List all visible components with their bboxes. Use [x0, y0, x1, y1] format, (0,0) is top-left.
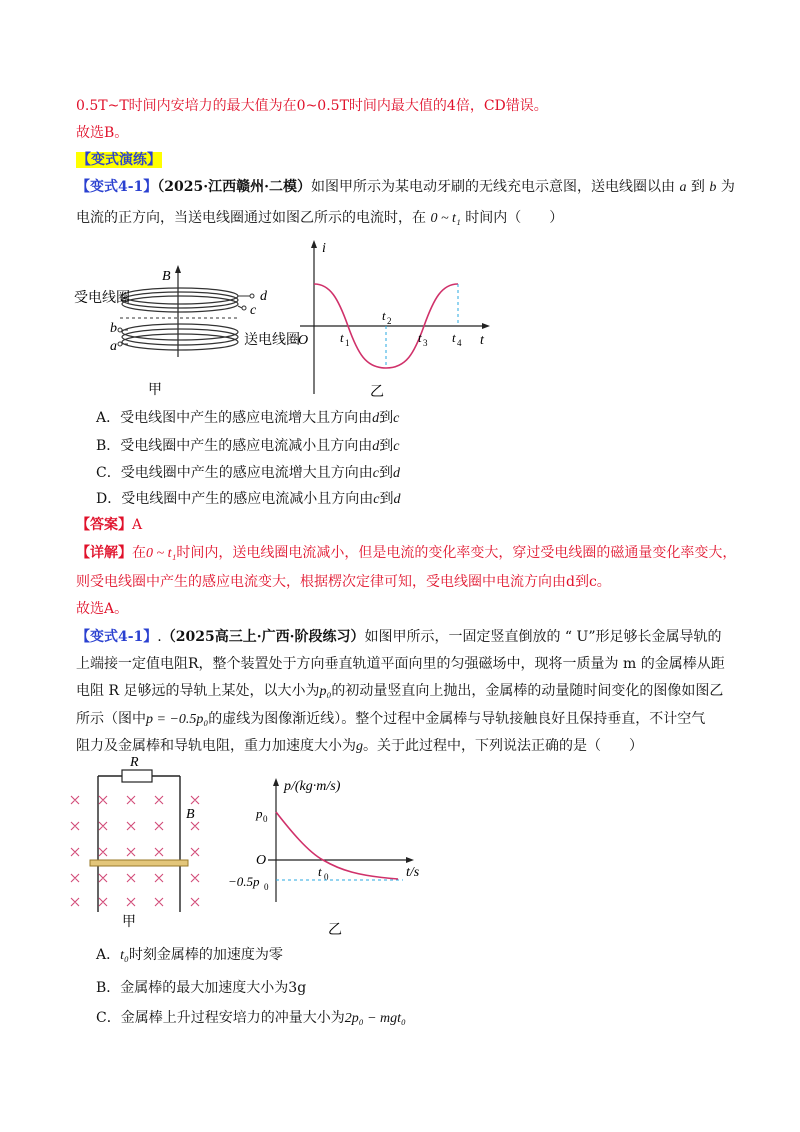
figure-caption-jia: 甲: [148, 383, 162, 398]
q1-option-c[interactable]: C．受电线圈中产生的感应电流增大且方向由c到d: [96, 465, 400, 481]
q2-source: （2025高三上·广西·阶段练习）: [161, 629, 365, 645]
svg-text:0: 0: [264, 882, 269, 892]
svg-text:O: O: [256, 853, 267, 868]
svg-text:t: t: [480, 333, 484, 348]
q2-figure-rails: [60, 756, 240, 936]
q1-source: （2025·江西赣州·二模）: [157, 179, 312, 195]
q1-tag: 【变式4-1】: [76, 179, 158, 195]
svg-text:t: t: [318, 864, 322, 879]
q2-tag: 【变式4-1】: [76, 629, 158, 645]
svg-text:1: 1: [345, 338, 350, 348]
q2-option-c[interactable]: C．金属棒上升过程安培力的冲量大小为2p₀ − mgt₀: [96, 1010, 406, 1026]
q1-choose: 故选A。: [76, 601, 129, 617]
q2-option-b[interactable]: B．金属棒的最大加速度大小为3g: [96, 980, 307, 996]
svg-text:B: B: [186, 807, 195, 822]
svg-text:3: 3: [423, 338, 428, 348]
q1-figure-current-graph: [290, 236, 500, 402]
q1-explain-line-1: 【详解】在0 ~ t₁时间内，送电线圈电流减小，但是电流的变化率变大，穿过受电线圈的磁通量变化率变大，: [76, 545, 737, 561]
coil-label-B: B: [162, 269, 171, 284]
q1-option-b[interactable]: B．受电线圈中产生的感应电流减小且方向由d到c: [96, 438, 400, 454]
svg-text:t: t: [382, 308, 386, 323]
prev-line-1: 0.5T~T时间内安培力的最大值为在0~0.5T时间内最大值的4倍，CD错误。: [76, 98, 548, 114]
q2-stem-line-5: 阻力及金属棒和导轨电阻，重力加速度大小为g。关于此过程中，下列说法正确的是（ ）: [76, 738, 643, 754]
svg-text:p: p: [256, 806, 263, 821]
svg-text:0: 0: [263, 814, 268, 824]
receive-coil-label: 受电线圈: [74, 291, 130, 306]
svg-text:a: a: [110, 339, 117, 354]
q2-stem-line-2: 上端接一定值电阻R，整个装置处于方向垂直轨道平面向里的匀强磁场中，现将一质量为 m 的金属棒从距: [76, 656, 725, 672]
q2-option-a[interactable]: A．t₀时刻金属棒的加速度为零: [96, 947, 283, 963]
svg-text:c: c: [250, 303, 257, 318]
figure-caption-yi-2: 乙: [328, 923, 342, 938]
metal-rod: [90, 860, 188, 866]
prev-line-2: 故选B。: [76, 125, 129, 141]
svg-text:O: O: [298, 333, 309, 348]
figure-caption-jia-2: 甲: [122, 915, 136, 930]
svg-text:i: i: [322, 241, 326, 256]
svg-text:d: d: [260, 289, 267, 304]
q1-stem-line-1: 【变式4-1】（2025·江西赣州·二模）如图甲所示为某电动牙刷的无线充电示意图，送电线圈以由 a 到 b 为: [76, 179, 735, 195]
q1-option-d[interactable]: D．受电线圈中产生的感应电流减小且方向由c到d: [96, 491, 401, 507]
q1-stem-line-2: 电流的正方向，当送电线圈通过如图乙所示的电流时，在 0 ~ t₁ 时间内（ ）: [76, 210, 564, 226]
svg-text:−0.5p: −0.5p: [228, 874, 260, 889]
svg-text:R: R: [130, 756, 139, 770]
svg-text:t: t: [340, 330, 344, 345]
q1-answer: 【答案】A: [76, 517, 143, 533]
svg-text:4: 4: [457, 338, 462, 348]
section-title: 【变式演练】: [77, 152, 161, 168]
svg-text:p/(kg·m/s): p/(kg·m/s): [284, 779, 341, 794]
svg-text:t: t: [452, 330, 456, 345]
svg-text:t: t: [418, 330, 422, 345]
q2-figure-momentum-graph: [228, 772, 438, 942]
momentum-curve: [276, 812, 398, 879]
q1-explain-line-2: 则受电线圈中产生的感应电流变大，根据楞次定律可知，受电线圈中电流方向由d到c。: [76, 574, 611, 590]
q1-option-a[interactable]: A．受电线图中产生的感应电流增大且方向由d到c: [96, 410, 400, 426]
q2-stem-line-4: 所示（图中p = −0.5p₀的虚线为图像渐近线）。整个过程中金属棒与导轨接触良好且保持垂直，不计空气: [76, 711, 706, 727]
svg-text:2: 2: [387, 316, 392, 326]
q2-stem-line-3: 电阻 R 足够远的导轨上某处，以大小为p₀的初动量竖直向上抛出，金属棒的动量随时间变化的图像如图乙: [76, 683, 724, 699]
svg-text:b: b: [110, 321, 117, 336]
svg-text:0: 0: [324, 872, 329, 882]
q1-figure-coils: [70, 262, 310, 402]
q2-stem-line-1: 【变式4-1】.（2025高三上·广西·阶段练习）如图甲所示，一固定竖直倒放的 “ U”形足够长金属导轨的: [76, 629, 722, 645]
send-coil-label: 送电线圈: [244, 333, 300, 348]
figure-caption-yi: 乙: [370, 385, 384, 400]
resistor: [122, 770, 152, 782]
svg-text:t/s: t/s: [406, 865, 420, 880]
